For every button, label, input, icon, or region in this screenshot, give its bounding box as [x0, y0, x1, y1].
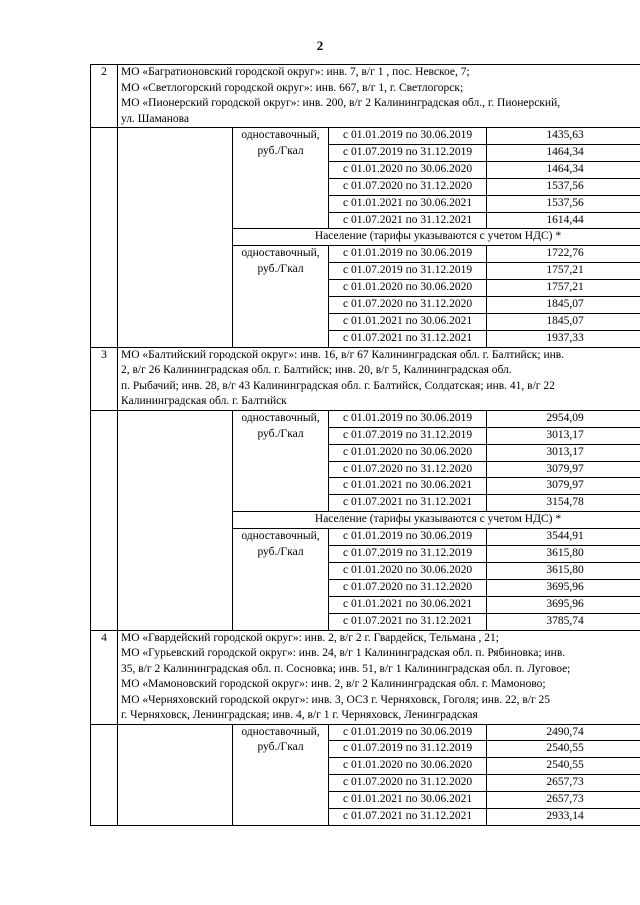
- tariff-type-line: руб./Гкал: [257, 546, 304, 559]
- period-cell: с 01.07.2019 по 31.12.2019: [329, 263, 487, 280]
- description-line: МО «Багратионовский городской округ»: инв. 7, в/г 1 , пос. Невское, 7;: [121, 66, 470, 78]
- value-cell: 1435,63: [487, 128, 640, 145]
- value-cell: 1845,07: [487, 313, 640, 330]
- value-cell: 1614,44: [487, 212, 640, 229]
- description-line: г. Черняховск, Ленинградская; инв. 4, в/г 1 г. Черняховск, Ленинградская: [121, 709, 478, 722]
- description-line: 2, в/г 26 Калининградская обл. г. Балтийск; инв. 20, в/г 5, Калининградская обл.: [121, 364, 512, 377]
- period-cell: с 01.01.2021 по 30.06.2021: [329, 195, 487, 212]
- period-cell: с 01.01.2020 по 30.06.2020: [329, 758, 487, 775]
- period-cell: с 01.01.2020 по 30.06.2020: [329, 280, 487, 297]
- page-number: 2: [316, 38, 324, 53]
- tariff-type: [233, 724, 329, 825]
- period-cell: с 01.01.2019 по 30.06.2019: [329, 724, 487, 741]
- value-cell: 1722,76: [487, 246, 640, 263]
- value-cell: 2657,73: [487, 792, 640, 809]
- period-cell: с 01.01.2021 по 30.06.2021: [329, 596, 487, 613]
- tariff-type-line: одноставочный,: [241, 129, 320, 141]
- description-line: МО «Мамоновский городской округ»: инв. 2, в/г 2 Калининградская обл. г. Мамоново;: [121, 678, 546, 691]
- period-cell: с 01.01.2019 по 30.06.2019: [329, 128, 487, 145]
- population-header: Население (тарифы указываются с учетом НДС) *: [233, 512, 640, 529]
- period-cell: с 01.07.2021 по 31.12.2021: [329, 613, 487, 630]
- tariff-type-line: одноставочный,: [241, 530, 320, 543]
- section-header-row: [91, 630, 640, 724]
- value-cell: 3695,96: [487, 579, 640, 596]
- value-cell: 3695,96: [487, 596, 640, 613]
- empty-cell: [118, 128, 233, 348]
- period-cell: с 01.01.2019 по 30.06.2019: [329, 529, 487, 546]
- period-cell: с 01.07.2019 по 31.12.2019: [329, 144, 487, 161]
- tariff-type: [233, 529, 329, 630]
- value-cell: 3079,97: [487, 461, 640, 478]
- description-line: МО «Гвардейский городской округ»: инв. 2, в/г 2 г. Гвардейск, Тельмана , 21;: [121, 631, 499, 644]
- section-description: [118, 347, 640, 410]
- period-cell: с 01.07.2019 по 31.12.2019: [329, 427, 487, 444]
- period-cell: с 01.07.2019 по 31.12.2019: [329, 741, 487, 758]
- value-cell: 2933,14: [487, 809, 640, 826]
- value-cell: 3615,80: [487, 546, 640, 563]
- description-line: п. Рыбачий; инв. 28, в/г 43 Калининградская обл. г. Балтийск, Солдатская; инв. 41, в/г 22: [121, 379, 555, 392]
- tariff-type-line: одноставочный,: [241, 411, 320, 424]
- period-cell: с 01.07.2020 по 31.12.2020: [329, 461, 487, 478]
- value-cell: 3013,17: [487, 444, 640, 461]
- empty-number-cell: [91, 410, 118, 630]
- section-header-row: [91, 347, 640, 410]
- value-cell: 3785,74: [487, 613, 640, 630]
- value-cell: 1937,33: [487, 330, 640, 347]
- tariff-type-line: руб./Гкал: [257, 741, 304, 754]
- tariff-type-line: руб./Гкал: [257, 144, 304, 157]
- period-cell: с 01.07.2021 по 31.12.2021: [329, 330, 487, 347]
- period-cell: с 01.07.2021 по 31.12.2021: [329, 809, 487, 826]
- value-cell: 1757,21: [487, 280, 640, 297]
- period-cell: с 01.07.2020 по 31.12.2020: [329, 775, 487, 792]
- value-cell: 3615,80: [487, 562, 640, 579]
- description-line: МО «Пионерский городской округ»: инв. 200, в/г 2 Калининградская обл., г. Пионерский,: [121, 97, 561, 109]
- period-cell: с 01.07.2020 по 31.12.2020: [329, 178, 487, 195]
- tariff-type-line: одноставочный,: [241, 725, 320, 738]
- tariff-type: [233, 410, 329, 511]
- value-cell: 1537,56: [487, 178, 640, 195]
- period-cell: с 01.07.2021 по 31.12.2021: [329, 495, 487, 512]
- value-cell: 3154,78: [487, 495, 640, 512]
- value-cell: 1464,34: [487, 161, 640, 178]
- value-cell: 2540,55: [487, 758, 640, 775]
- period-cell: с 01.01.2021 по 30.06.2021: [329, 792, 487, 809]
- tariff-row: [91, 410, 640, 427]
- tariff-row: [91, 128, 640, 145]
- value-cell: 3079,97: [487, 478, 640, 495]
- description-line: ул. Шаманова: [121, 112, 190, 125]
- period-cell: с 01.07.2020 по 31.12.2020: [329, 579, 487, 596]
- tariff-type-line: одноставочный,: [241, 247, 320, 260]
- section-header-row: [91, 65, 640, 128]
- period-cell: с 01.01.2020 по 30.06.2020: [329, 444, 487, 461]
- empty-number-cell: [91, 724, 118, 825]
- period-cell: с 01.01.2021 по 30.06.2021: [329, 313, 487, 330]
- value-cell: 2657,73: [487, 775, 640, 792]
- section-number: 4: [91, 630, 118, 724]
- period-cell: с 01.07.2020 по 31.12.2020: [329, 297, 487, 314]
- tariff-type: [233, 246, 329, 347]
- value-cell: 1845,07: [487, 297, 640, 314]
- description-line: МО «Балтийский городской округ»: инв. 16, в/г 67 Калининградская обл. г. Балтийск; инв.: [121, 348, 565, 361]
- period-cell: с 01.01.2019 по 30.06.2019: [329, 410, 487, 427]
- section-description: [118, 630, 640, 724]
- section-description: [118, 65, 640, 128]
- section-number: 2: [91, 65, 118, 128]
- value-cell: 1757,21: [487, 263, 640, 280]
- value-cell: 2954,09: [487, 410, 640, 427]
- empty-cell: [118, 410, 233, 630]
- period-cell: с 01.01.2019 по 30.06.2019: [329, 246, 487, 263]
- tariff-type-line: руб./Гкал: [257, 263, 304, 276]
- value-cell: 2540,55: [487, 741, 640, 758]
- value-cell: 2490,74: [487, 724, 640, 741]
- value-cell: 3013,17: [487, 427, 640, 444]
- population-header: Население (тарифы указываются с учетом НДС) *: [233, 229, 640, 246]
- tariff-type: [233, 128, 329, 229]
- period-cell: с 01.01.2020 по 30.06.2020: [329, 161, 487, 178]
- description-line: 35, в/г 2 Калининградская обл. п. Сосновка; инв. 51, в/г 1 Калининградская обл. п. Луговое;: [121, 662, 571, 675]
- period-cell: с 01.01.2020 по 30.06.2020: [329, 562, 487, 579]
- empty-cell: [118, 724, 233, 825]
- value-cell: 3544,91: [487, 529, 640, 546]
- tariff-type-line: руб./Гкал: [257, 427, 304, 440]
- description-line: МО «Черняховский городской округ»: инв. 3, ОСЗ г. Черняховск, Гоголя; инв. 22, в/г 25: [121, 693, 551, 706]
- description-line: Калининградская обл. г. Балтийск: [121, 395, 287, 408]
- description-line: МО «Гурьевский городской округ»: инв. 24, в/г 1 Калининградская обл. п. Рябиновка; инв.: [121, 647, 566, 660]
- period-cell: с 01.07.2019 по 31.12.2019: [329, 546, 487, 563]
- value-cell: 1537,56: [487, 195, 640, 212]
- value-cell: 1464,34: [487, 144, 640, 161]
- tariff-table: [90, 64, 640, 826]
- empty-number-cell: [91, 128, 118, 348]
- description-line: МО «Светлогорский городской округ»: инв. 667, в/г 1, г. Светлогорск;: [121, 81, 464, 94]
- section-number: 3: [91, 347, 118, 410]
- period-cell: с 01.07.2021 по 31.12.2021: [329, 212, 487, 229]
- period-cell: с 01.01.2021 по 30.06.2021: [329, 478, 487, 495]
- tariff-row: [91, 724, 640, 741]
